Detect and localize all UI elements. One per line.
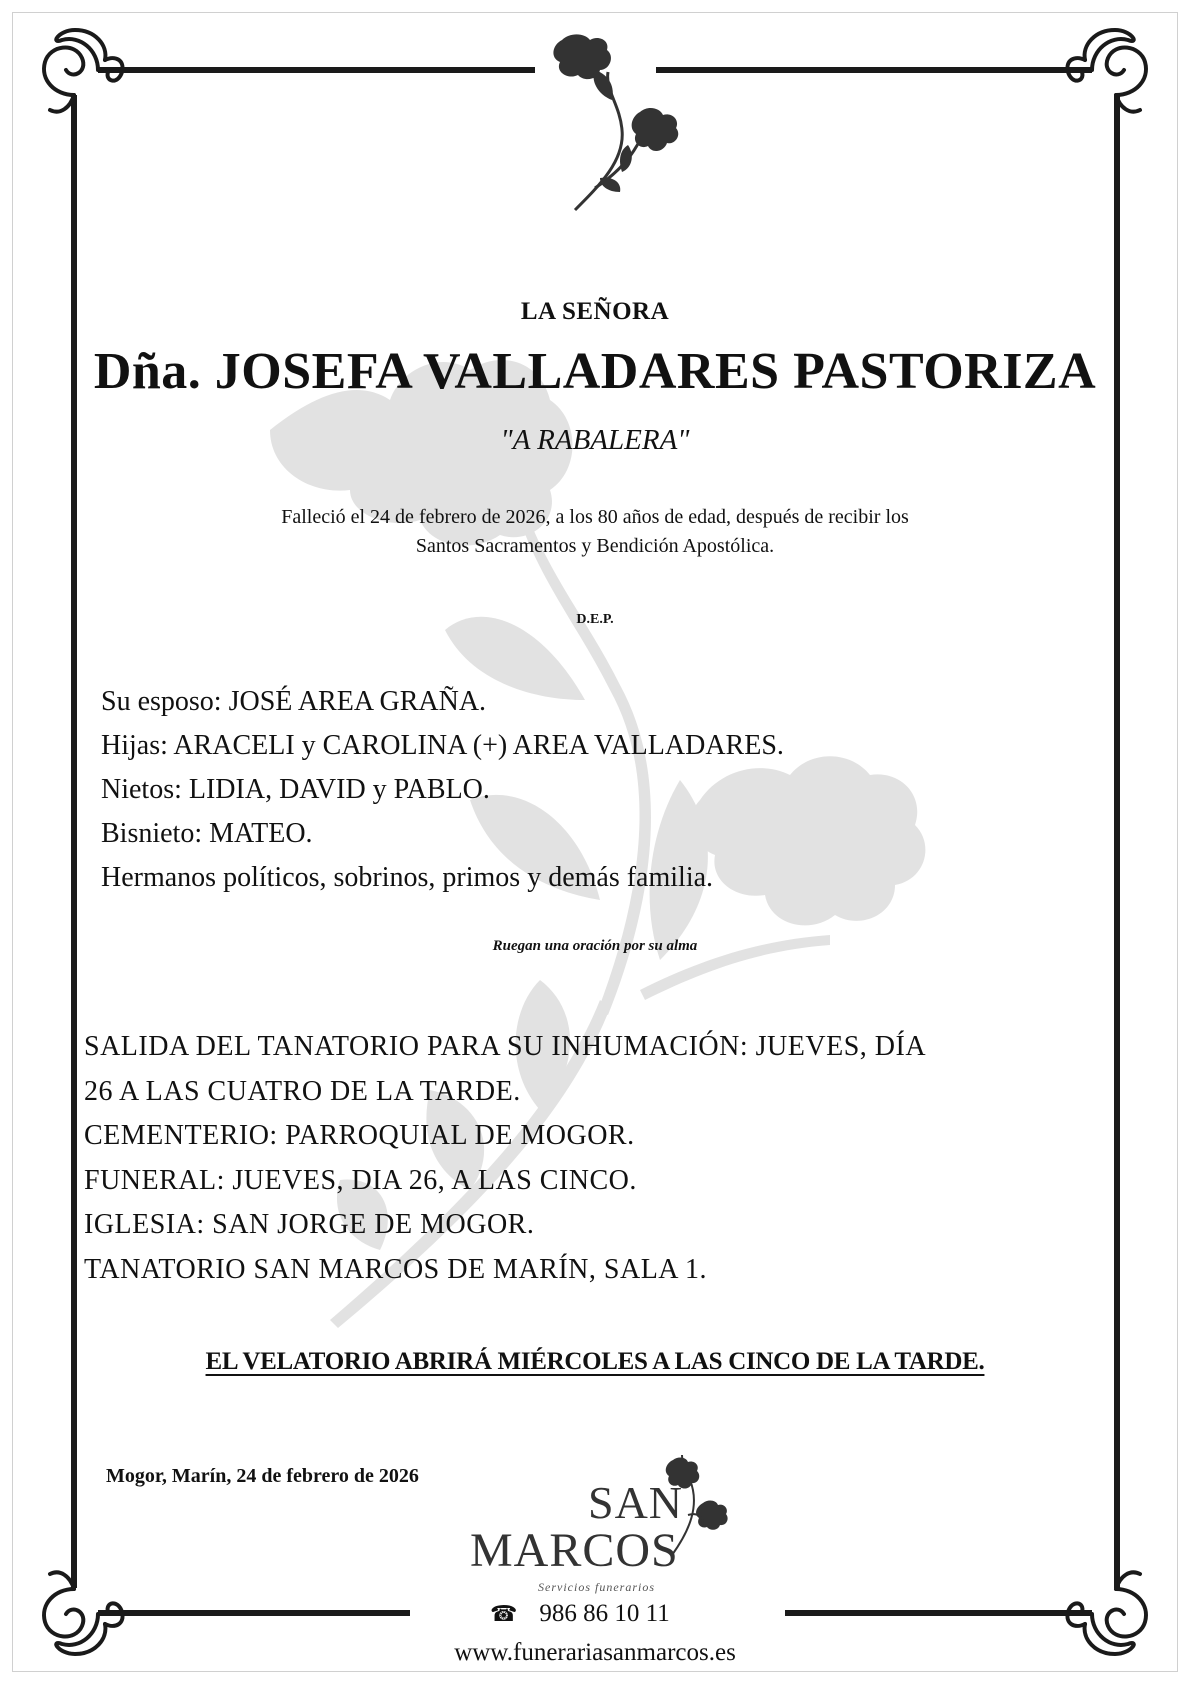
phone-icon: ☎ [490,1601,518,1626]
title-label: LA SEÑORA [520,298,670,325]
arrangement-line: 26 A LAS CUATRO DE LA TARDE. [84,1075,521,1107]
wake-notice [0,1348,1190,1376]
family-spouse: Su esposo: JOSÉ AREA GRAÑA. [101,686,487,717]
arrangement-line: TANATORIO SAN MARCOS DE MARÍN, SALA 1. [84,1253,707,1285]
death-notice [0,503,1190,561]
arrangement-line: CEMENTERIO: PARROQUIAL DE MOGOR. [84,1120,635,1151]
arrangement-line: SALIDA DEL TANATORIO PARA SU INHUMACIÓN: JUEVES, DÍA [84,1031,927,1062]
prayer-line: Ruegan una oración por su alma [492,938,698,954]
website-link[interactable]: www.funerariasanmarcos.es [454,1639,736,1666]
nickname: "A RABALERA" [500,424,690,456]
logo-line-2: MARCOS [470,1524,679,1577]
family-others: Hermanos políticos, sobrinos, primos y demás familia. [101,862,714,893]
phone-row [490,1600,670,1628]
deceased-name: Dña. JOSEFA VALLADARES PASTORIZA [93,343,1097,400]
family-daughters: Hijas: ARACELI y CAROLINA (+) AREA VALLADARES. [101,730,784,761]
rip-label: D.E.P. [576,612,614,627]
arrangement-line: FUNERAL: JUEVES, DIA 26, A LAS CINCO. [84,1164,637,1196]
death-notice-line-2: Santos Sacramentos y Bendición Apostólica. [415,535,775,557]
arrangement-line: IGLESIA: SAN JORGE DE MOGOR. [84,1209,535,1240]
family-great-grandchild: Bisnieto: MATEO. [101,818,313,849]
logo-line-1: SAN [588,1477,684,1528]
death-notice-line-1: Falleció el 24 de febrero de 2026, a los 80 años de edad, después de recibir los [281,506,909,528]
funeral-arrangements [84,1025,1084,1292]
place-date: Mogor, Marín, 24 de febrero de 2026 [106,1465,419,1487]
logo-tagline: Servicios funerarios [538,1580,655,1594]
phone-number[interactable]: 986 86 10 11 [539,1600,670,1627]
family-grandchildren: Nietos: LIDIA, DAVID y PABLO. [101,774,490,805]
wake-notice-text: EL VELATORIO ABRIRÁ MIÉRCOLES A LAS CINCO DE LA TARDE. [205,1348,985,1375]
family-list [101,680,784,900]
flower-icon [553,34,678,210]
